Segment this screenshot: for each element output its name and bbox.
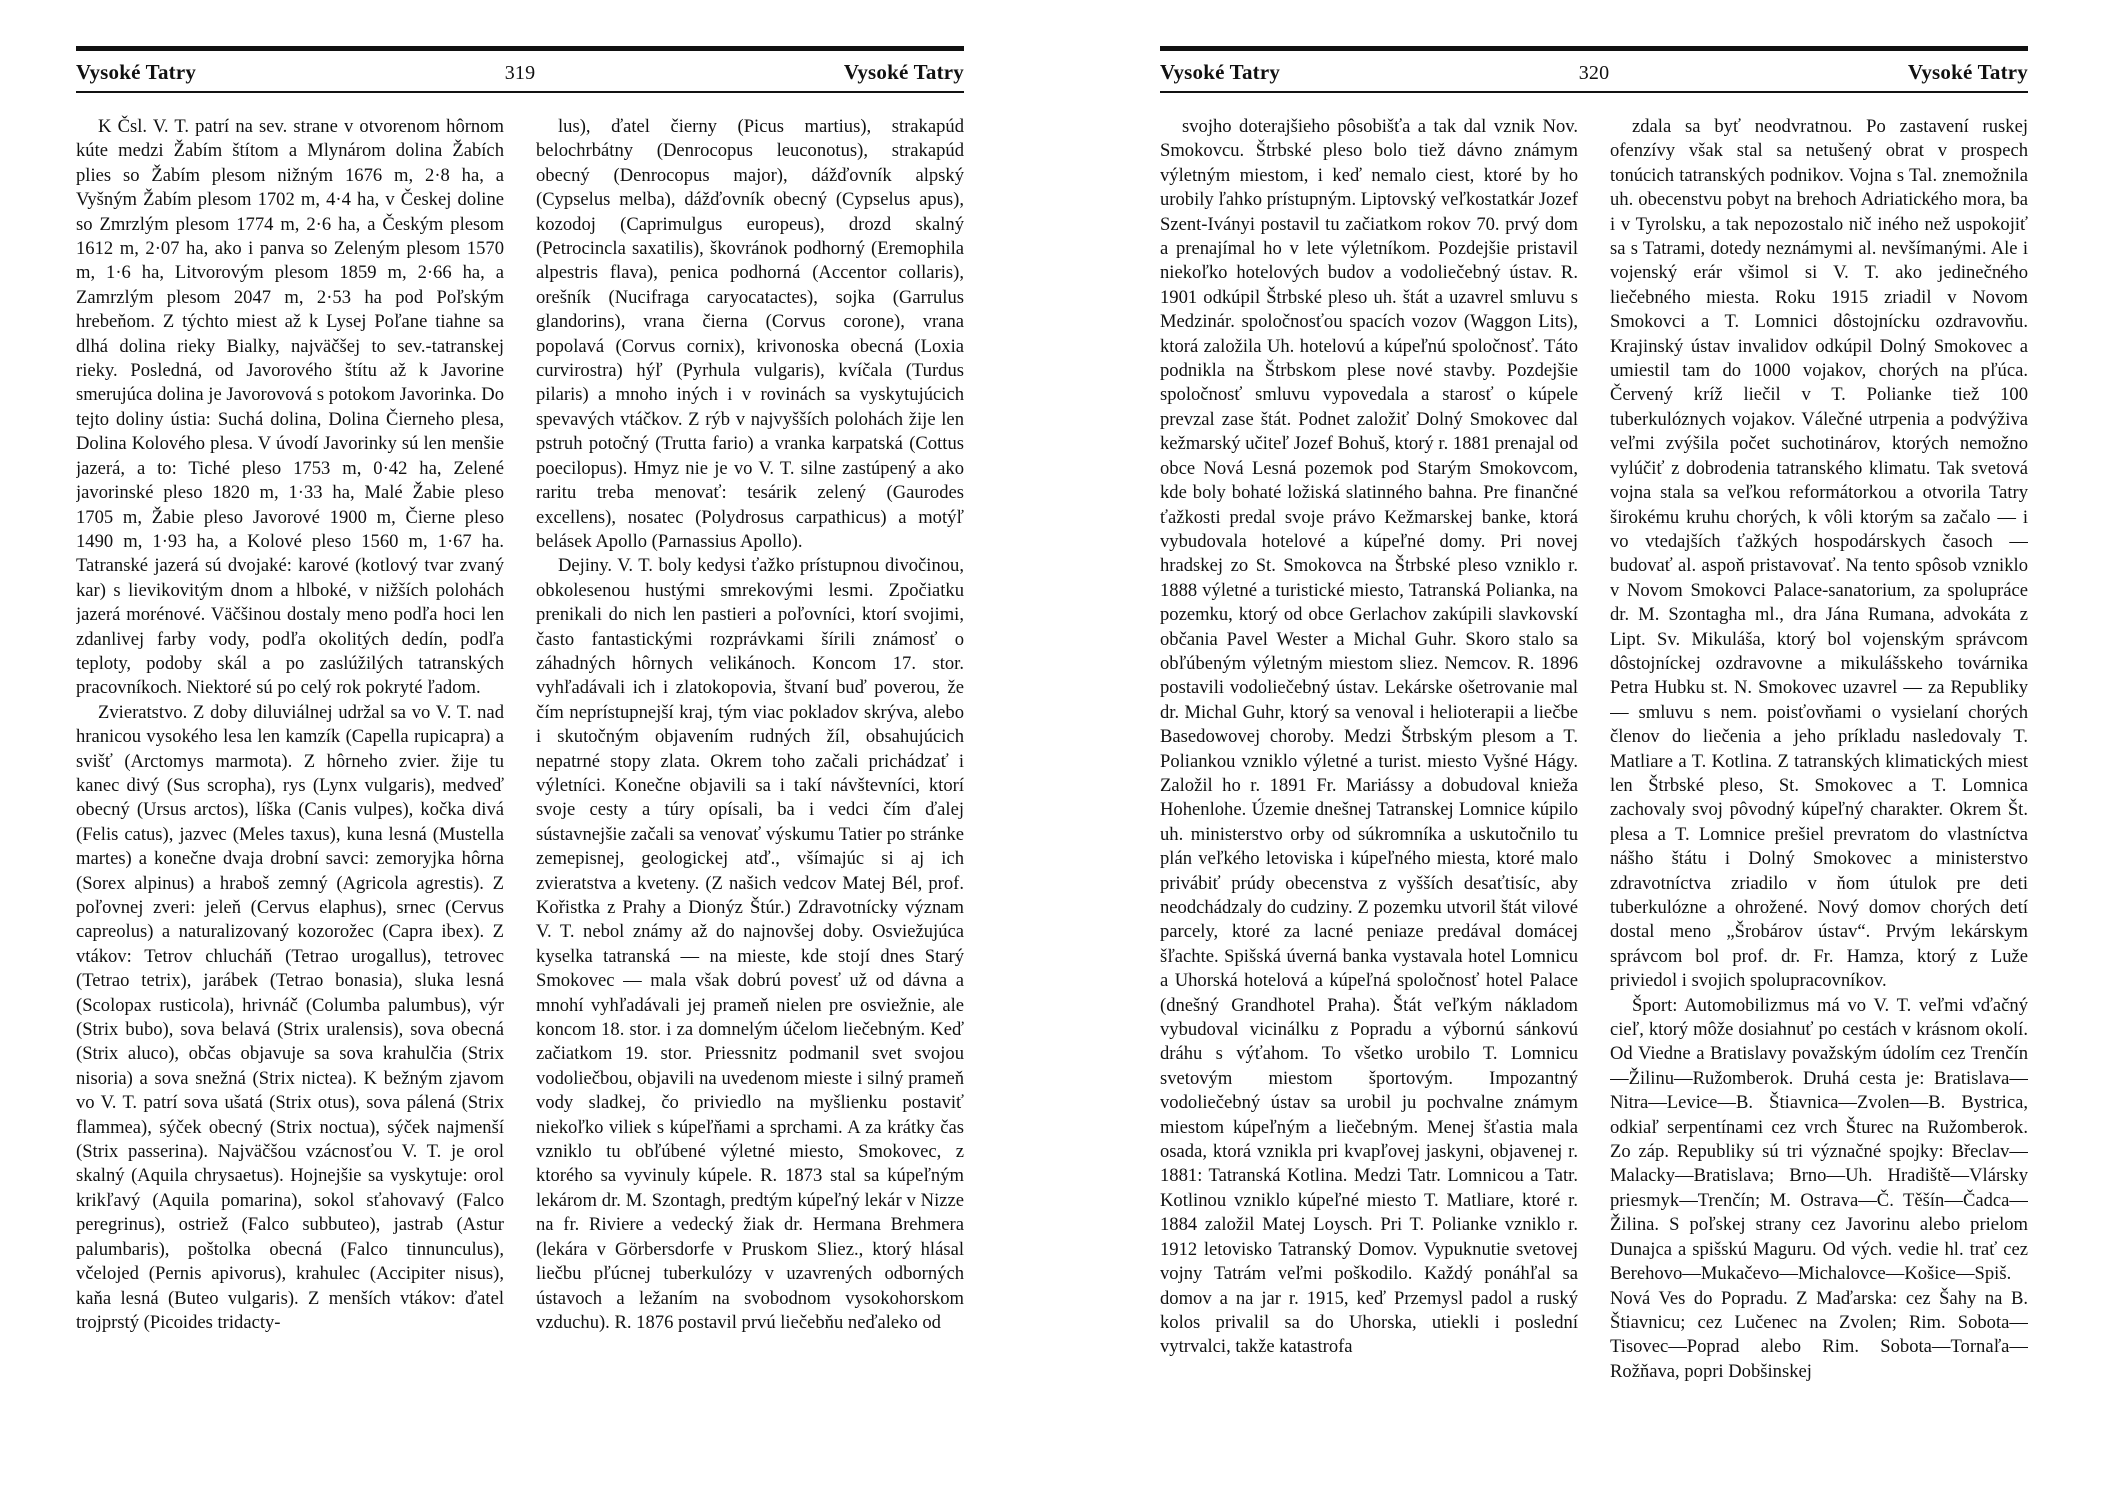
column-left bbox=[1160, 115, 1578, 1495]
paragraph-history: Dejiny. V. T. boly kedysi ťažko prístupnou divočinou, obkolesenou hustými smrekovými lesmi. Zpočiatku prenikali do nich len pastieri a poľovníci, ktorí svojimi, často fantastickými rozprávkami šírili známosť o záhadných hôrnych velikánoch. Koncom 17. stor. vyhľadávali ich i zlatokopovia, štvaní buď poverou, že čím neprístupnejší kraj, tým viac pokladov skrýva, alebo i skutočným objavením rudných žíl, obsahujúcich nepatrné stopy zlata. Okrem toho začali prichádzať i výletníci. Konečne objavili sa i takí návštevníci, ktorí svoje cesty a túry opísali, ba i vedci čím ďalej sústavnejšie začali sa venovať výskumu Tatier po stránke zemepisnej, geologickej atď., všímajúc si aj ich zvieratstva a kveteny. (Z našich vedcov Matej Bél, prof. Kořistka z Prahy a Dionýz Štúr.) Zdravotnícky význam V. T. nebol známy až do najnovšej doby. Osviežujúca kyselka tatranská — na mieste, kde stojí dnes Starý Smokovec — mala však dobrú povesť už od dávna a mnohí vyhľadávali jej prameň nielen pre osviežnie, ale koncom 18. stor. i za domnelým účelom liečebným. Keď začiatkom 19. stor. Priessnitz podmanil svet svojou vodoliečbou, objavili na uvedenom mieste i silný prameň vody sladkej, čo priviedlo na myšlienku postaviť niekoľko viliek s kúpeľňami a sprchami. A za krátky čas vzniklo tu obľúbené výletné miesto, Smokovec, z ktorého sa vyvinuly kúpele. R. 1873 stal sa kúpeľným lekárom dr. M. Szontagh, predtým kúpeľný lekár v Nizze na fr. Riviere a vedecký žiak dr. Hermana Brehmera (lekára v Görbersdorfe v Pruskom Sliez., ktorý hlásal liečbu pľúcnej tuberkulózy v uzavrených odborných ústavoch a ležaním na svobodnom vysokohorskom vzduchu). R. 1876 postavil prvú liečebňu neďaleko od bbox=[536, 555, 964, 1333]
paragraph-sport: Šport: Automobilizmus má vo V. T. veľmi vďačný cieľ, ktorý môže dosiahnuť po cestách v krásnom okolí. Od Viedne a Bratislavy považským údolím cez Trenčín—Žilinu—Ružomberok. Druhá cesta je: Bratislava—Nitra—Levice—B. Štiavnica—Zvolen—B. Bystrica, odkiaľ serpentínami cez vrch Šturec na Ružomberok. Zo záp. Republiky sú tri význačné spojky: Břeclav—Malacky—Bratislava; Brno—Uh. Hradiště—Vlársky priesmyk—Trenčín; M. Ostrava—Č. Těšín—Čadca—Žilina. S poľskej strany cez Javorinu alebo prielom Dunajca a spišskú Maguru. Od vých. vedie hl. trať cez Berehovo—Mukačevo—Michalovce—Košice—Spiš. Nová Ves do Popradu. Z Maďarska: cez Šahy na B. Štiavnicu; cez Lučenec na Zvolen; Rim. Sobota—Tisovec—Poprad alebo Rim. Sobota—Tornaľa—Rožňava, popri Dobšinskej bbox=[1610, 994, 2028, 1382]
right-page bbox=[1160, 46, 2028, 1495]
header-rule-thin bbox=[76, 91, 964, 93]
paragraph-fauna: Zvieratstvo. Z doby diluviálnej udržal sa vo V. T. nad hranicou vysokého lesa len kamzík (Capella rupicapra) a svišť (Arctomys marmota). Z hôrneho zvier. žije tu kanec divý (Sus scropha), rys (Lynx vulgaris), medveď obecný (Ursus arctos), líška (Canis vulpes), kočka divá (Felis catus), jazvec (Meles taxus), kuna lesná (Mustella martes) a konečne dvaja drobní savci: zemoryjka hôrna (Sorex alpinus) a hraboš zemný (Agricola agrestis). Z poľovnej zveri: jeleň (Cervus elaphus), srnec (Cervus capreolus) a naturalizovaný kozorožec (Capra ibex). Z vtákov: Tetrov chlucháň (Tetrao urogallus), tetrovec (Tetrao tetrix), jarábek (Tetrao bonasia), sluka lesná (Scolopax rusticola), hrivnáč (Columba palumbus), výr (Strix bubo), sova belavá (Strix uralensis), sova obecná (Strix aluco), občas objavuje sa sova krahulčia (Strix nisoria) a sova snežná (Strix nictea). K bežným zjavom vo V. T. patrí sova ušatá (Strix otus), sova pálená (Strix flammea), sýček obecný (Strix noctua), sýček najmenší (Strix passerina). Najväčšou vzácnosťou V. T. je orol skalný (Aquila chrysaetus). Hojnejšie sa vyskytuje: orol krikľavý (Aquila pomarina), sokol sťahovavý (Falco peregrinus), ostriež (Falco subbuteo), jastrab (Astur palumbaris), poštolka obecná (Falco tinnunculus), včelojed (Pernis apivorus), krahulec (Accipiter nisus), kaňa lesná (Buteo vulgaris). Z menších vtákov: ďatel trojprstý (Picoides tridacty- bbox=[76, 701, 504, 1333]
paragraph-lakes: K Čsl. V. T. patrí na sev. strane v otvorenom hôrnom kúte medzi Žabím štítom a Mlynárom dolina Žabích plies so Žabím plesom nižným 1676 m, 2·8 ha, a Vyšným Žabím plesom 1702 m, 4·4 ha, v Českej doline so Zmrzlým plesom 1774 m, 2·6 ha, a Českým plesom 1612 m, 2·07 ha, ako i panva so Zeleným plesom 1570 m, 1·6 ha, Litvorovým plesom 1859 m, 2·66 ha, a Zamrzlým plesom 2047 m, 2·53 ha pod Poľským hrebeňom. Z týchto miest až k Lysej Poľane tiahne sa dlhá dolina rieky Bialky, najväčšej to sev.-tatranskej rieky. Posledná, od Javorového štítu až k Javorine smerujúca dolina je Javorovová s potokom Javorinka. Do tejto doliny ústia: Suchá dolina, Dolina Čierneho plesa, Dolina Kolového plesa. V úvodí Javorinky sú len menšie jazerá, a to: Tiché pleso 1753 m, 0·42 ha, Zelené javorinské pleso 1820 m, 1·33 ha, Malé Žabie pleso 1705 m, Žabie pleso Javorové 1900 m, Čierne pleso 1490 m, 1·93 ha, a Kolové pleso 1560 m, 1·67 ha. Tatranské jazerá sú dvojaké: karové (kotlový tvar zvaný kar) s lievikovitým dnom a hlboké, v nižších polohách jazerá morénové. Väčšinou dostaly meno podľa hoci len zdanlivej farby vody, podľa okolitých dedín, podľa teploty, podoby skál a po zaslúžilých tatranských pracovníkoch. Niektoré sú po celý rok pokryté ľadom. bbox=[76, 116, 504, 699]
running-head bbox=[76, 57, 964, 87]
text-columns bbox=[1160, 115, 2028, 1495]
running-head bbox=[1160, 57, 2028, 87]
page-number: 320 bbox=[1578, 62, 1610, 84]
running-head-right: Vysoké Tatry bbox=[843, 60, 964, 84]
header-rule-thick bbox=[76, 46, 964, 51]
paragraph-fauna-cont: lus), ďatel čierny (Picus martius), strakapúd belochrbátny (Denrocopus leuconotus), strakapúd obecný (Denrocopus major), dážďovník alpský (Cypselus melba), dážďovník obecný (Cypselus apus), kozodoj (Caprimulgus europeus), drozd skalný (Petrocincla saxatilis), škovránok podhorný (Eremophila alpestris flava), penica podhorná (Accentor collaris), orešník (Nucifraga caryocatactes), sojka (Garrulus glandorins), vrana čierna (Corvus corone), vrana popolavá (Corvus cornix), krivonoska obecná (Loxia curvirostra) hýľ (Pyrhula vulgaris), kvíčala (Turdus pilaris) a mnoho iných i v rovinách sa vyskytujúcich spevavých vtáčkov. Z rýb v najvyšších polohách žije len pstruh potočný (Trutta fario) a vranka karpatská (Cottus poecilopus). Hmyz nie je vo V. T. silne zastúpený a ako raritu treba menovať: tesárik zelený (Gaurodes excellens), nosatec (Polydrosus carpathicus) a motýľ belásek Apollo (Parnassius Apollo). bbox=[536, 116, 964, 552]
header-rule-thick bbox=[1160, 46, 2028, 51]
running-head-left: Vysoké Tatry bbox=[1160, 60, 1281, 84]
paragraph-history-cont: svojho doterajšieho pôsobišťa a tak dal vznik Nov. Smokovcu. Štrbské pleso bolo tiež dávno známym výletným miestom, i keď nemalo ciest, ktoré by ho urobily ľahko prístupným. Liptovský veľkostatkár Jozef Szent-Iványi postavil tu začiatkom rokov 70. prvý dom a prenajímal ho v lete výletníkom. Pozdejšie pristavil niekoľko hotelových budov a vodoliečebný ústav. R. 1901 odkúpil Štrbské pleso uh. štát a uzavrel smluvu s Medzinár. spoločnosťou spacích vozov (Waggon Lits), ktorá založila Uh. hotelovú a kúpeľnú spoločnosť. Táto podnikla na Štrbskom plese nové stavby. Pozdejšie spoločnosť smluvu vypovedala a starosť o kúpele prevzal zase štát. Podnet založiť Dolný Smokovec dal kežmarský učiteľ Jozef Bohuš, ktorý r. 1881 prenajal od obce Nová Lesná pozemok pod Starým Smokovcom, kde boly bohaté ložiská slatinného bahna. Pre finančné ťažkosti predal svoje právo Kežmarskej banke, ktorá vybudovala hotelové a kúpeľné domy. Pri novej hradskej zo St. Smokovca na Štrbské pleso vzniklo r. 1888 výletné a turistické miesto, Tatranská Polianka, na pozemku, ktorý od obce Gerlachov zakúpili slavkovskí občania Pavel Wester a Michal Guhr. Skoro stalo sa obľúbeným výletným miestom sliez. Nemcov. R. 1896 postavili vodoliečebný ústav. Lekárske ošetrovanie mal dr. Michal Guhr, ktorý sa venoval i helioterapii a liečbe Basedowovej choroby. Medzi Štrbským plesom a T. Poliankou vzniklo výletné a turist. miesto Vyšné Hágy. Založil ho r. 1891 Fr. Mariássy a dobudoval knieža Hohenlohe. Územie dnešnej Tatranskej Lomnice kúpilo uh. ministerstvo orby od súkromníka a uskutočnilo tu plán veľkého letoviska i kúpeľného miesta, ktoré malo privábiť prúdy obecenstva z vyšších desaťtisíc, aby neodchádzaly do cudziny. Z pozemku utvoril štát vilové parcely, ktoré za lacné peniaze predával domácej šľachte. Spišská úverná banka vystavala hotel Lomnicu a Uhorská hotelová a kúpeľná spoločnosť hotel Palace (dnešný Grandhotel Praha). Štát veľkým nákladom vybudoval vicinálku z Popradu a výbornú sánkovú dráhu s výťahom. To všetko urobilo T. Lomnicu svetovým miestom športovým. Impozantný vodoliečebný ústav sa urobil ju pochvalne známym miestom kúpeľným a liečebným. Menej šťastia mala osada, ktorá vznikla pri kvapľovej jaskyni, objavenej r. 1881: Tatranská Kotlina. Medzi Tatr. Lomnicou a Tatr. Kotlinou vzniklo kúpeľné miesto T. Matliare, ktoré r. 1884 založil Matej Loysch. Pri T. Polianke vzniklo r. 1912 letovisko Tatranský Domov. Vypuknutie svetovej vojny Tatrám veľmi poškodilo. Každý ponáhľal sa domov a na jar r. 1915, keď Przemysl padol a ruský kolos privalil sa do Uhorska, utiekli i poslední vytrvalci, takže katastrofa bbox=[1160, 116, 1578, 1358]
column-right bbox=[1610, 115, 2028, 1495]
running-head-left: Vysoké Tatry bbox=[76, 60, 197, 84]
column-left bbox=[76, 115, 504, 1495]
running-head-right: Vysoké Tatry bbox=[1907, 60, 2028, 84]
left-page bbox=[76, 46, 964, 1495]
page-number: 319 bbox=[504, 62, 536, 84]
header-rule-thin bbox=[1160, 91, 2028, 93]
text-columns bbox=[76, 115, 964, 1495]
column-right bbox=[536, 115, 964, 1495]
paragraph-war: zdala sa byť neodvratnou. Po zastavení ruskej ofenzívy však stal sa netušený obrat v prospech tonúcich tatranských podnikov. Vojna s Tal. znemožnila uh. obecenstvu pobyt na brehoch Adriatického mora, ba i v Tyrolsku, a tak nepozostalo nič iného než uspokojiť sa s Tatrami, dotedy neznámymi al. nevšímanými. Ale i vojenský erár všimol si V. T. ako jedinečného liečebného miesta. Roku 1915 zriadil v Novom Smokovci a T. Lomnici dôstojnícku ozdravovňu. Krajinský ústav invalidov odkúpil Dolný Smokovec a umiestil tam do 1000 vojakov, chorých na pľúca. Červený kríž liečil v T. Polianke tiež 100 tuberkulóznych vojakov. Válečné utrpenia a podvýživa veľmi zvýšila počet suchotinárov, ktorých nemožno vylúčiť z dobrodenia tatranského klimatu. Tak svetová vojna stala sa veľkou reformátorkou a otvorila Tatry širokému kruhu chorých, k vôli ktorým sa začalo — i vo vtedajších ťažkých hospodárskych časoch — budovať al. aspoň pristavovať. Na tento spôsob vzniklo v Novom Smokovci Palace-sanatorium, za spolupráce dr. M. Szontagha ml., dra Jána Rumana, advokáta z Lipt. Sv. Mikuláša, ktorý bol vojenským správcom dôstojníckej ozdravovne a mikulášskeho továrnika Petra Hubku st. N. Smokovec uzavrel — za Republiky — smluvu s nem. poisťovňami o vysielaní chorých členov do liečenia a jeho príkladu nasledovaly T. Matliare a T. Kotlina. Z tatranských klimatických miest len Štrbské pleso, St. Smokovec a T. Lomnica zachovaly svoj pôvodný kúpeľný charakter. Okrem Št. plesa a T. Lomnice prešiel prevratom do vlastníctva nášho štátu i Dolný Smokovec a ministerstvo zdravotníctva zriadilo v ňom útulok pre deti tuberkulózne a ohrožené. Nový domov chorých detí dostal meno „Šrobárov ústav“. Prvým lekárskym správcom bol prof. dr. Fr. Hamza, ktorý z Luže priviedol i svojich spolupracovníkov. bbox=[1610, 116, 2028, 992]
